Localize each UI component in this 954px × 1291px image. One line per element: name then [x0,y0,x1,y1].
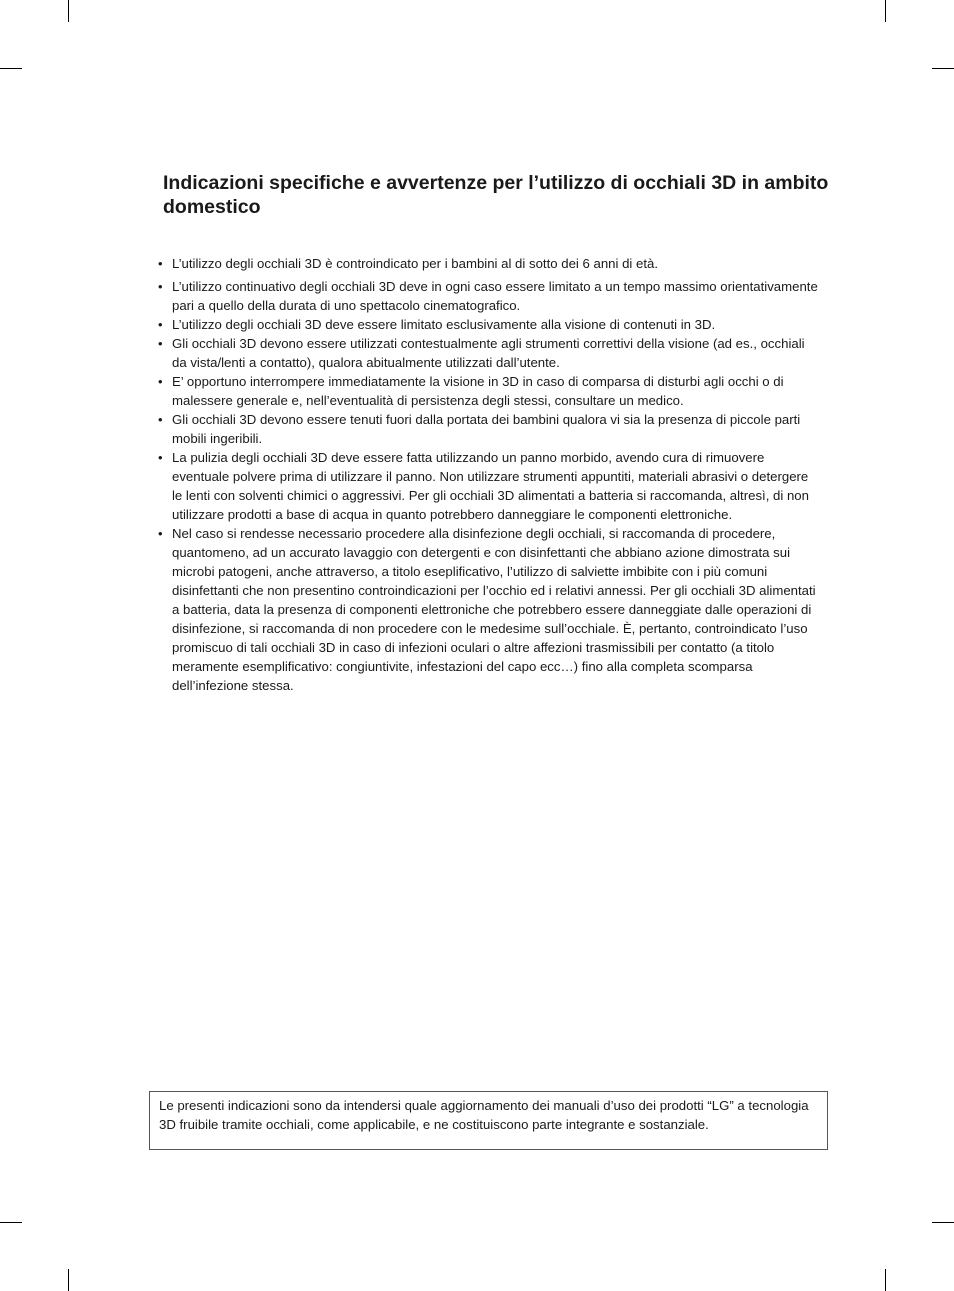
bullet-icon: • [158,336,163,351]
list-item-text: La pulizia degli occhiali 3D deve essere fatta utilizzando un panno morbido, avendo cura di rimuovere eventuale polvere prima di utilizzare il panno. Non utilizzare strumenti appuntiti, materiali abrasivi o detergere le lenti con solventi chimici o aggressivi. Per gli occhiali 3D alimentati a batteria si raccomanda, altresì, di non utilizzare prodotti a base di acqua in quanto potrebbero danneggiare le componenti elettroniche. [172,450,809,522]
list-item [157,524,822,695]
notice-box [149,1091,828,1150]
list-item-text: Gli occhiali 3D devono essere utilizzati contestualmente agli strumenti correttivi della visione (ad es., occhiali da vista/lenti a contatto), qualora abitualmente utilizzati dall’utente. [172,336,805,370]
crop-mark-top-left-horizontal [0,68,22,69]
crop-mark-top-left-vertical [68,0,69,22]
list-item-text: L’utilizzo continuativo degli occhiali 3D deve in ogni caso essere limitato a un tempo massimo orientativamente pari a quello della durata di uno spettacolo cinematografico. [172,279,818,313]
list-item-text: L’utilizzo degli occhiali 3D deve essere limitato esclusivamente alla visione di contenuti in 3D. [172,317,716,332]
bullet-icon: • [158,256,163,271]
bullet-icon: • [158,279,163,294]
crop-mark-bottom-left-vertical [68,1269,69,1291]
crop-mark-bottom-left-horizontal [0,1222,22,1223]
list-item [157,334,822,372]
list-item-text: Nel caso si rendesse necessario procedere alla disinfezione degli occhiali, si raccomanda di procedere, quantomeno, ad un accurato lavaggio con detergenti e con disinfettanti che abbiano azione dimostrata sui microbi patogeni, anche attraverso, a titolo eseplificativo, l’utilizzo di salviette imbibite con i più comuni disinfettanti che non presentino controindicazioni per l’occhio ed i relativi annessi. Per gli occhiali 3D alimentati a batteria, data la presenza di componenti elettroniche che potrebbero essere danneggiate dalle operazioni di disinfezione, si raccomanda di non procedere con le medesime sull’occhiale. È, pertanto, controindicato l’uso promiscuo di tali occhiali 3D in caso di infezioni oculari o altre affezioni trasmissibili per contatto (a titolo meramente esemplificativo: congiuntivite, infestazioni del capo ecc…) fino alla completa scomparsa dell’infezione stessa. [172,526,816,693]
list-item [157,277,822,315]
bullet-icon: • [158,450,163,465]
list-item [157,254,822,273]
bullet-icon: • [158,317,163,332]
bullet-icon: • [158,412,163,427]
list-item-text: Gli occhiali 3D devono essere tenuti fuori dalla portata dei bambini qualora vi sia la presenza di piccole parti mobili ingeribili. [172,412,801,446]
list-item [157,448,822,524]
bullet-icon: • [158,526,163,541]
list-item-text: L’utilizzo degli occhiali 3D è controindicato per i bambini al di sotto dei 6 anni di età. [172,256,659,271]
bullet-icon: • [158,374,163,389]
notice-text: Le presenti indicazioni sono da intendersi quale aggiornamento dei manuali d’uso dei prodotti “LG” a tecnologia 3D fruibile tramite occhiali, come applicabile, e ne costituiscono parte integrante e sostanziale. [159,1098,809,1133]
warnings-list [157,254,822,695]
list-item-text: E’ opportuno interrompere immediatamente la visione in 3D in caso di comparsa di disturbi agli occhi o di malessere generale e, nell’eventualità di persistenza degli stessi, consultare un medico. [172,374,784,408]
crop-mark-bottom-right-horizontal [932,1222,954,1223]
list-item [157,315,822,334]
page-title: Indicazioni specifiche e avvertenze per l’utilizzo di occhiali 3D in ambito domestico [163,172,829,218]
crop-mark-top-right-vertical [885,0,886,22]
list-item [157,372,822,410]
crop-mark-bottom-right-vertical [885,1269,886,1291]
list-item [157,410,822,448]
crop-mark-top-right-horizontal [932,68,954,69]
